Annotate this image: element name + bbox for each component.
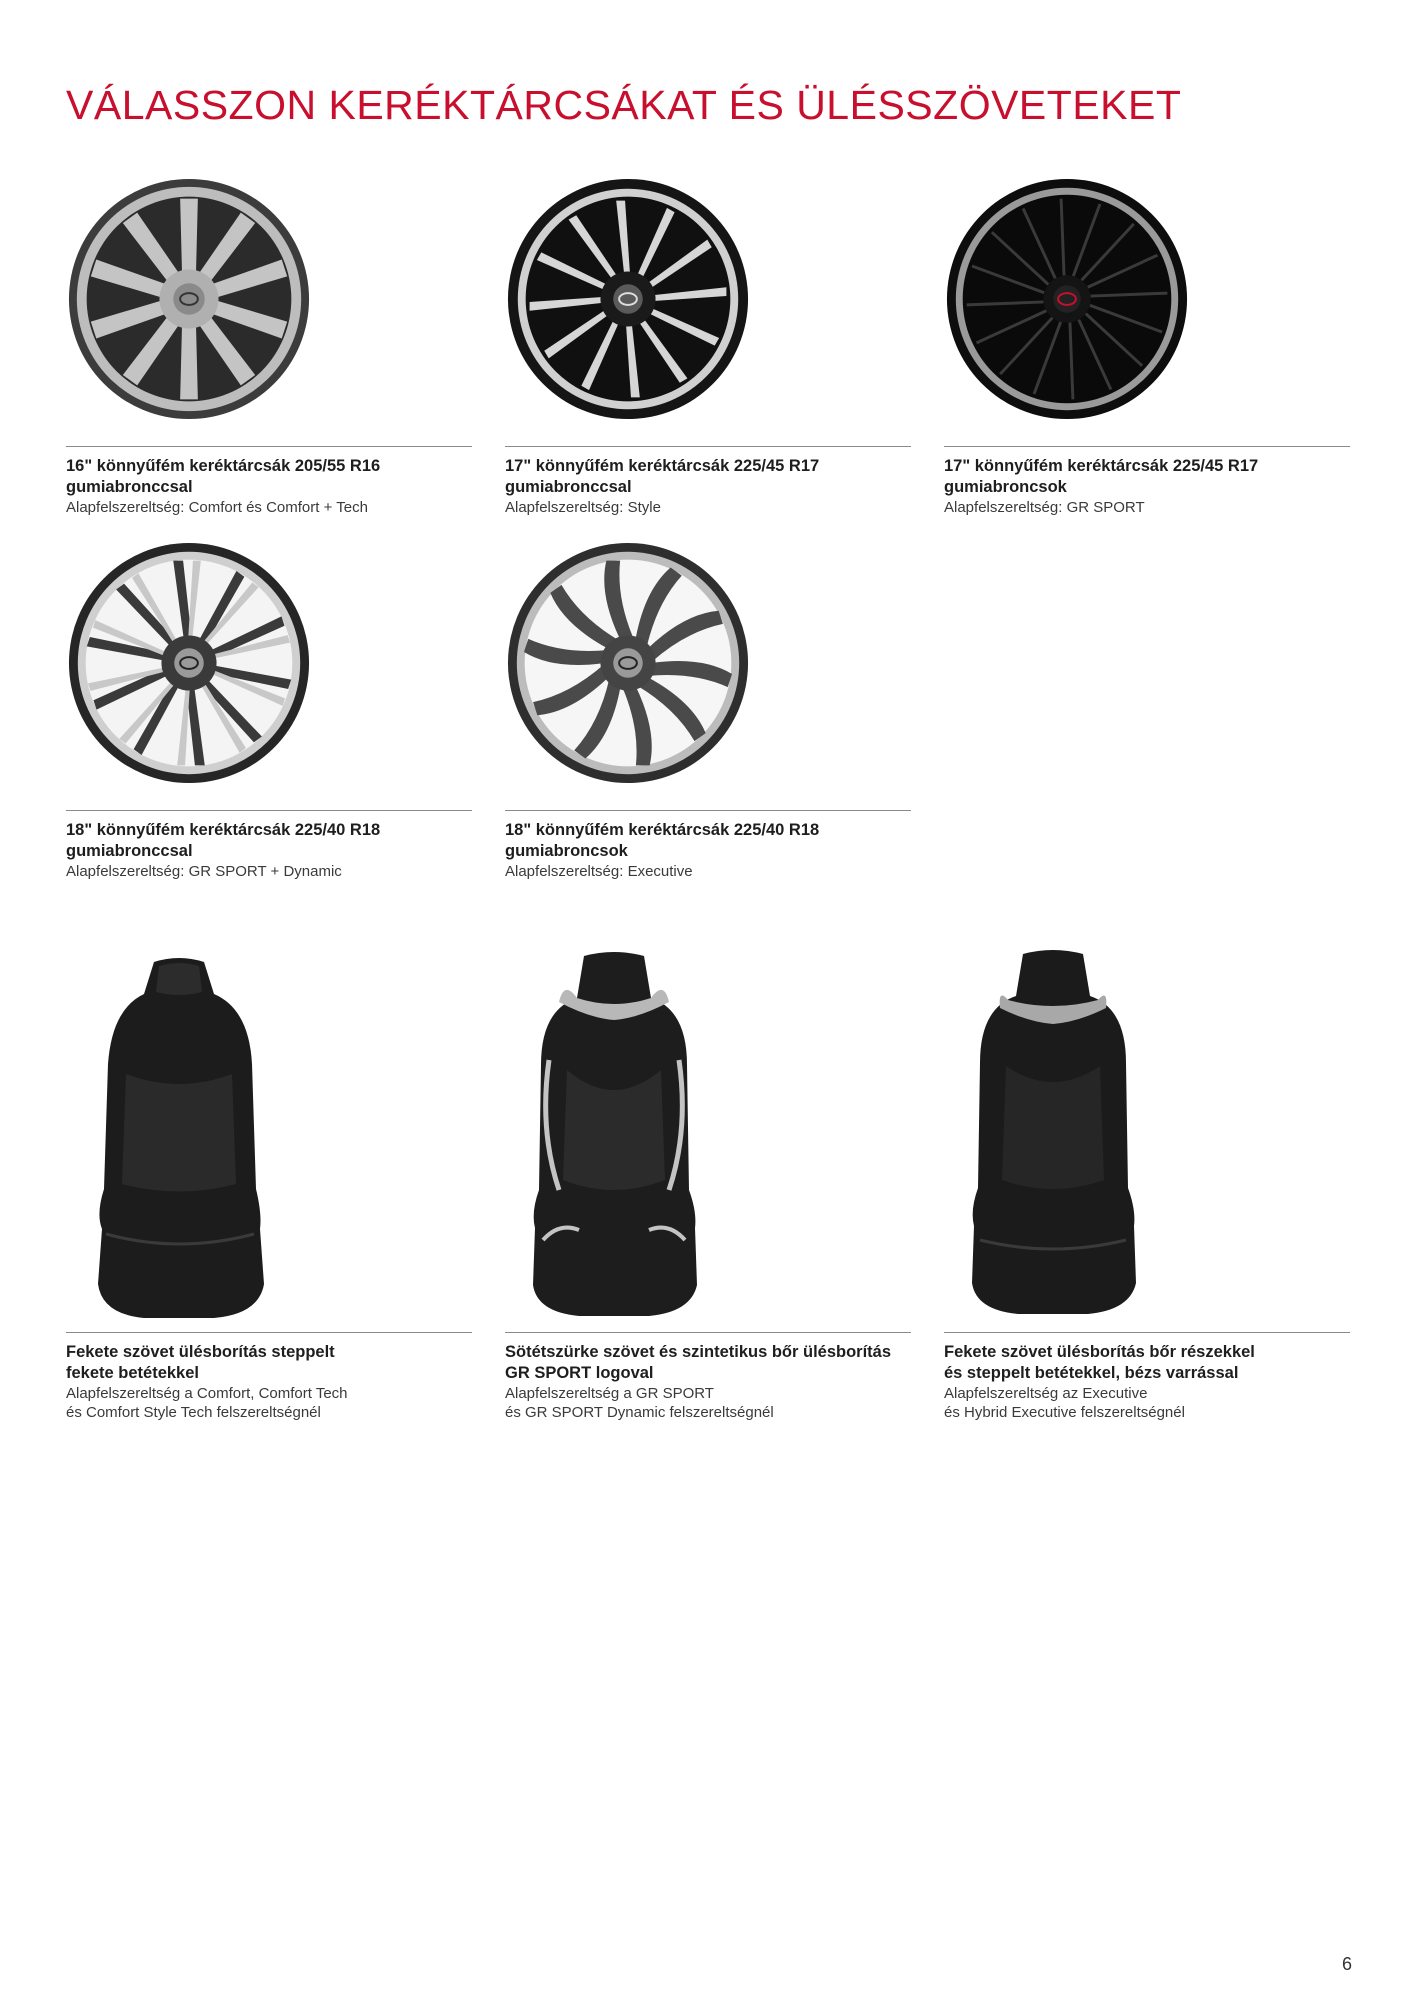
seat-card [505,948,911,1422]
wheel-card [66,176,472,517]
divider [505,446,911,447]
seat-black-fabric-icon [84,954,274,1324]
seat-name: Sötétszürke szövet és szintetikus bőr ülésborítás GR SPORT logoval [505,1343,892,1382]
wheel-availability: Alapfelszereltség: Executive [505,863,693,880]
wheel-name: 16" könnyűfém keréktárcsák 205/55 R16 gumiabronccsal [66,457,381,496]
seat-availability: Alapfelszereltség a GR SPORT és GR SPORT Dynamic felszereltségnél [505,1385,774,1421]
wheel-bicolor-star-spoke-icon [66,540,312,786]
wheel-name: 17" könnyűfém keréktárcsák 225/45 R17 gumiabroncsok [944,457,1259,496]
wheel-availability: Alapfelszereltség: Style [505,499,661,516]
divider [66,446,472,447]
wheel-bicolor-double-spoke-icon [505,176,751,422]
wheel-availability: Alapfelszereltség: GR SPORT [944,499,1145,516]
wheel-name: 18" könnyűfém keréktárcsák 225/40 R18 gumiabronccsal [66,821,381,860]
wheel-availability: Alapfelszereltség: Comfort és Comfort + Tech [66,499,368,516]
seat-executive-icon [958,948,1148,1318]
divider [944,446,1350,447]
seat-availability: Alapfelszereltség az Executive és Hybrid Executive felszereltségnél [944,1385,1185,1421]
wheel-card [505,540,911,881]
page-number: 6 [1341,1954,1352,1974]
divider [66,810,472,811]
page-title: VÁLASSZON KERÉKTÁRCSÁKAT ÉS ÜLÉSSZÖVETEKET [66,82,1182,128]
seat-name: Fekete szövet ülésborítás bőr részekkel és steppelt betétekkel, bézs varrással [944,1343,1255,1382]
wheel-availability: Alapfelszereltség: GR SPORT + Dynamic [66,863,342,880]
wheel-name: 18" könnyűfém keréktárcsák 225/40 R18 gumiabroncsok [505,821,820,860]
wheel-gunmetal-turbine-icon [505,540,751,786]
wheel-name: 17" könnyűfém keréktárcsák 225/45 R17 gumiabronccsal [505,457,820,496]
seat-card [66,948,472,1422]
seat-name: Fekete szövet ülésborítás steppelt fekete betétekkel [66,1343,335,1382]
divider [66,1332,472,1333]
divider [944,1332,1350,1333]
wheel-card [944,176,1350,517]
seat-gr-sport-icon [519,950,709,1320]
divider [505,1332,911,1333]
wheel-card [66,540,472,881]
seat-card [944,948,1350,1422]
wheel-black-multi-spoke-icon [944,176,1190,422]
wheel-card [505,176,911,517]
seat-availability: Alapfelszereltség a Comfort, Comfort Tech és Comfort Style Tech felszereltségnél [66,1385,348,1421]
wheel-silver-10-spoke-icon [66,176,312,422]
divider [505,810,911,811]
